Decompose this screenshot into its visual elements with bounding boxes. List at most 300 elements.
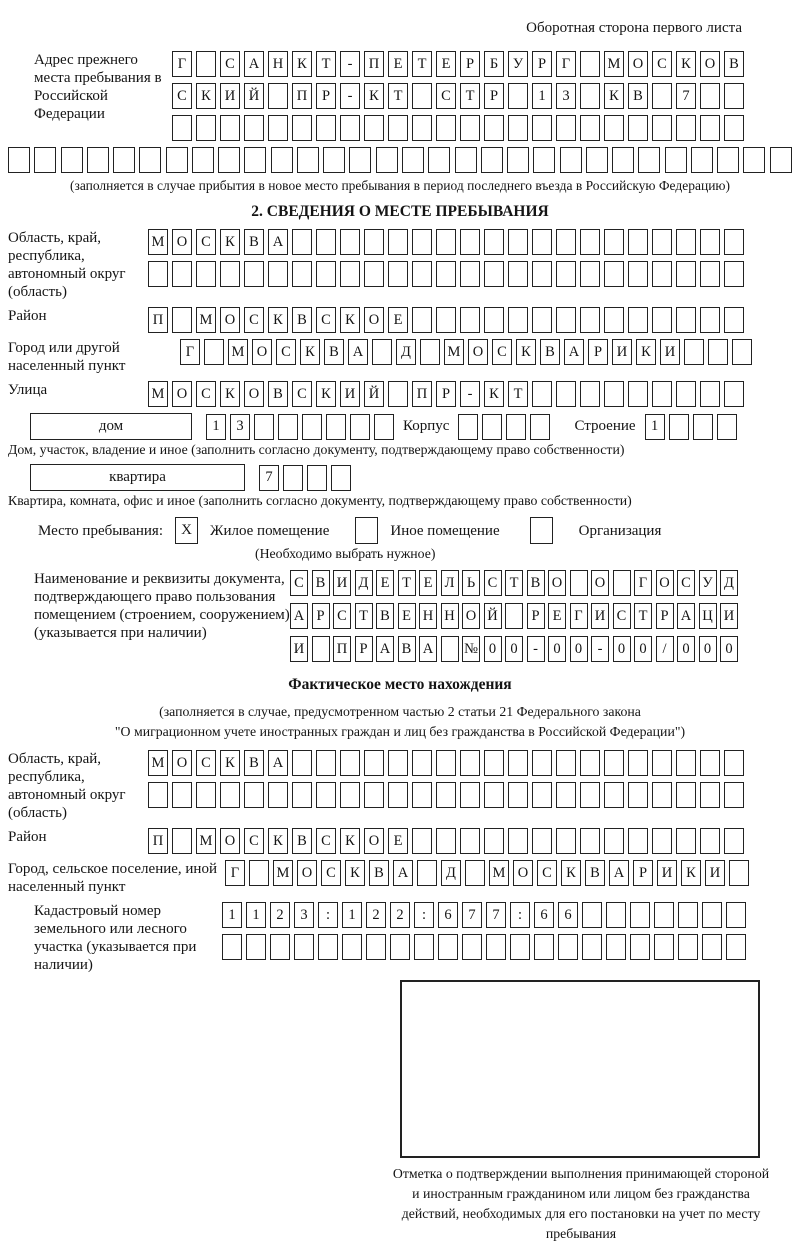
char-box[interactable] bbox=[532, 381, 552, 407]
char-box[interactable]: Е bbox=[436, 51, 456, 77]
char-box[interactable] bbox=[534, 934, 554, 960]
char-box[interactable] bbox=[700, 782, 720, 808]
char-box[interactable] bbox=[196, 782, 216, 808]
char-box[interactable] bbox=[244, 115, 264, 141]
char-box[interactable] bbox=[678, 902, 698, 928]
char-box[interactable]: К bbox=[220, 381, 240, 407]
char-box[interactable] bbox=[428, 147, 450, 173]
char-box[interactable]: - bbox=[340, 51, 360, 77]
char-box[interactable] bbox=[630, 902, 650, 928]
char-box[interactable] bbox=[628, 229, 648, 255]
char-box[interactable]: Б bbox=[484, 51, 504, 77]
char-box[interactable]: А bbox=[393, 860, 413, 886]
char-box[interactable] bbox=[148, 782, 168, 808]
house-type-box[interactable]: дом bbox=[30, 413, 192, 440]
char-box[interactable] bbox=[508, 828, 528, 854]
char-box[interactable]: И bbox=[720, 603, 738, 629]
char-box[interactable] bbox=[460, 828, 480, 854]
char-box[interactable] bbox=[412, 782, 432, 808]
char-box[interactable]: К bbox=[196, 83, 216, 109]
char-box[interactable]: М bbox=[196, 307, 216, 333]
char-box[interactable]: А bbox=[348, 339, 368, 365]
char-box[interactable] bbox=[604, 750, 624, 776]
char-box[interactable] bbox=[316, 229, 336, 255]
char-box[interactable] bbox=[693, 414, 713, 440]
char-box[interactable] bbox=[508, 750, 528, 776]
char-box[interactable]: С bbox=[196, 381, 216, 407]
char-box[interactable] bbox=[724, 115, 744, 141]
char-box[interactable] bbox=[678, 934, 698, 960]
char-box[interactable] bbox=[484, 115, 504, 141]
char-box[interactable]: О bbox=[172, 750, 192, 776]
char-box[interactable]: С bbox=[316, 828, 336, 854]
char-box[interactable]: Е bbox=[548, 603, 566, 629]
char-box[interactable]: И bbox=[657, 860, 677, 886]
char-box[interactable]: 0 bbox=[505, 636, 523, 662]
char-box[interactable]: С bbox=[436, 83, 456, 109]
char-box[interactable] bbox=[166, 147, 188, 173]
char-box[interactable] bbox=[676, 381, 696, 407]
char-box[interactable]: И bbox=[591, 603, 609, 629]
char-box[interactable] bbox=[556, 261, 576, 287]
char-box[interactable] bbox=[604, 115, 624, 141]
char-box[interactable]: А bbox=[609, 860, 629, 886]
char-box[interactable]: М bbox=[148, 381, 168, 407]
char-box[interactable] bbox=[302, 414, 322, 440]
char-box[interactable]: С bbox=[220, 51, 240, 77]
char-box[interactable] bbox=[654, 902, 674, 928]
char-box[interactable]: П bbox=[412, 381, 432, 407]
char-box[interactable]: С bbox=[244, 828, 264, 854]
char-box[interactable] bbox=[388, 229, 408, 255]
char-box[interactable]: К bbox=[340, 307, 360, 333]
char-box[interactable]: В bbox=[244, 750, 264, 776]
char-box[interactable] bbox=[297, 147, 319, 173]
char-box[interactable]: Т bbox=[398, 570, 416, 596]
char-box[interactable] bbox=[484, 229, 504, 255]
char-box[interactable] bbox=[604, 307, 624, 333]
char-box[interactable] bbox=[340, 229, 360, 255]
char-box[interactable]: Т bbox=[316, 51, 336, 77]
char-box[interactable]: М bbox=[196, 828, 216, 854]
char-box[interactable]: О bbox=[252, 339, 272, 365]
char-box[interactable] bbox=[726, 934, 746, 960]
char-box[interactable] bbox=[87, 147, 109, 173]
char-box[interactable] bbox=[532, 307, 552, 333]
char-box[interactable]: С bbox=[484, 570, 502, 596]
char-box[interactable] bbox=[508, 115, 528, 141]
char-box[interactable]: И bbox=[340, 381, 360, 407]
char-box[interactable] bbox=[700, 261, 720, 287]
char-box[interactable] bbox=[505, 603, 523, 629]
char-box[interactable]: Е bbox=[388, 828, 408, 854]
char-box[interactable] bbox=[292, 229, 312, 255]
char-box[interactable]: : bbox=[414, 902, 434, 928]
char-box[interactable] bbox=[484, 750, 504, 776]
char-box[interactable] bbox=[316, 115, 336, 141]
char-box[interactable]: В bbox=[369, 860, 389, 886]
char-box[interactable] bbox=[506, 414, 526, 440]
char-box[interactable]: 6 bbox=[558, 902, 578, 928]
char-box[interactable] bbox=[331, 465, 351, 491]
char-box[interactable] bbox=[412, 750, 432, 776]
char-box[interactable]: М bbox=[489, 860, 509, 886]
char-box[interactable] bbox=[412, 307, 432, 333]
char-box[interactable]: М bbox=[148, 229, 168, 255]
char-box[interactable] bbox=[580, 51, 600, 77]
char-box[interactable] bbox=[268, 83, 288, 109]
char-box[interactable]: Р bbox=[656, 603, 674, 629]
char-box[interactable] bbox=[278, 414, 298, 440]
char-box[interactable] bbox=[8, 147, 30, 173]
char-box[interactable]: 0 bbox=[613, 636, 631, 662]
char-box[interactable] bbox=[412, 828, 432, 854]
char-box[interactable] bbox=[652, 750, 672, 776]
char-box[interactable] bbox=[532, 828, 552, 854]
char-box[interactable]: А bbox=[290, 603, 308, 629]
char-box[interactable] bbox=[724, 782, 744, 808]
char-box[interactable] bbox=[218, 147, 240, 173]
char-box[interactable]: К bbox=[604, 83, 624, 109]
char-box[interactable] bbox=[139, 147, 161, 173]
char-box[interactable] bbox=[652, 229, 672, 255]
char-box[interactable] bbox=[292, 782, 312, 808]
char-box[interactable]: И bbox=[612, 339, 632, 365]
char-box[interactable]: Р bbox=[355, 636, 373, 662]
char-box[interactable] bbox=[316, 782, 336, 808]
char-box[interactable]: Д bbox=[441, 860, 461, 886]
char-box[interactable] bbox=[700, 115, 720, 141]
char-box[interactable]: 7 bbox=[259, 465, 279, 491]
char-box[interactable] bbox=[532, 782, 552, 808]
char-box[interactable] bbox=[268, 782, 288, 808]
char-box[interactable] bbox=[388, 782, 408, 808]
char-box[interactable] bbox=[460, 115, 480, 141]
char-box[interactable]: О bbox=[244, 381, 264, 407]
char-box[interactable] bbox=[628, 307, 648, 333]
char-box[interactable]: 2 bbox=[366, 902, 386, 928]
char-box[interactable]: С bbox=[613, 603, 631, 629]
char-box[interactable] bbox=[556, 381, 576, 407]
char-box[interactable] bbox=[628, 115, 648, 141]
char-box[interactable] bbox=[604, 229, 624, 255]
char-box[interactable] bbox=[220, 115, 240, 141]
char-box[interactable] bbox=[376, 147, 398, 173]
char-box[interactable]: В bbox=[312, 570, 330, 596]
char-box[interactable] bbox=[556, 750, 576, 776]
char-box[interactable] bbox=[533, 147, 555, 173]
char-box[interactable] bbox=[196, 51, 216, 77]
char-box[interactable] bbox=[652, 261, 672, 287]
char-box[interactable] bbox=[268, 115, 288, 141]
char-box[interactable] bbox=[770, 147, 792, 173]
char-box[interactable] bbox=[732, 339, 752, 365]
char-box[interactable]: К bbox=[268, 307, 288, 333]
checkbox-residential[interactable]: X bbox=[175, 517, 198, 544]
char-box[interactable] bbox=[724, 750, 744, 776]
char-box[interactable]: Д bbox=[355, 570, 373, 596]
char-box[interactable]: С bbox=[290, 570, 308, 596]
char-box[interactable]: В bbox=[268, 381, 288, 407]
char-box[interactable] bbox=[580, 115, 600, 141]
char-box[interactable]: П bbox=[333, 636, 351, 662]
char-box[interactable] bbox=[244, 782, 264, 808]
char-box[interactable]: Т bbox=[505, 570, 523, 596]
char-box[interactable] bbox=[340, 261, 360, 287]
char-box[interactable] bbox=[350, 414, 370, 440]
char-box[interactable] bbox=[436, 261, 456, 287]
char-box[interactable]: Е bbox=[419, 570, 437, 596]
char-box[interactable]: К bbox=[676, 51, 696, 77]
char-box[interactable]: С bbox=[677, 570, 695, 596]
char-box[interactable]: Й bbox=[484, 603, 502, 629]
char-box[interactable] bbox=[172, 261, 192, 287]
char-box[interactable]: О bbox=[628, 51, 648, 77]
char-box[interactable] bbox=[412, 261, 432, 287]
char-box[interactable] bbox=[532, 261, 552, 287]
char-box[interactable]: 7 bbox=[462, 902, 482, 928]
char-box[interactable]: Е bbox=[376, 570, 394, 596]
char-box[interactable] bbox=[34, 147, 56, 173]
char-box[interactable]: В bbox=[540, 339, 560, 365]
char-box[interactable] bbox=[510, 934, 530, 960]
char-box[interactable] bbox=[318, 934, 338, 960]
char-box[interactable]: К bbox=[561, 860, 581, 886]
char-box[interactable]: 6 bbox=[534, 902, 554, 928]
char-box[interactable]: А bbox=[244, 51, 264, 77]
char-box[interactable] bbox=[113, 147, 135, 173]
char-box[interactable]: П bbox=[364, 51, 384, 77]
char-box[interactable]: Е bbox=[398, 603, 416, 629]
char-box[interactable] bbox=[628, 782, 648, 808]
char-box[interactable] bbox=[268, 261, 288, 287]
char-box[interactable] bbox=[676, 229, 696, 255]
char-box[interactable] bbox=[316, 750, 336, 776]
char-box[interactable]: 1 bbox=[206, 414, 226, 440]
char-box[interactable] bbox=[652, 115, 672, 141]
char-box[interactable]: О bbox=[364, 307, 384, 333]
char-box[interactable]: 7 bbox=[486, 902, 506, 928]
char-box[interactable] bbox=[172, 115, 192, 141]
char-box[interactable] bbox=[192, 147, 214, 173]
char-box[interactable]: Р bbox=[312, 603, 330, 629]
checkbox-organization[interactable] bbox=[530, 517, 553, 544]
char-box[interactable]: К bbox=[300, 339, 320, 365]
char-box[interactable]: Г bbox=[172, 51, 192, 77]
char-box[interactable] bbox=[460, 229, 480, 255]
char-box[interactable]: К bbox=[364, 83, 384, 109]
char-box[interactable] bbox=[196, 261, 216, 287]
char-box[interactable] bbox=[402, 147, 424, 173]
char-box[interactable] bbox=[652, 828, 672, 854]
char-box[interactable] bbox=[482, 414, 502, 440]
char-box[interactable]: Р bbox=[436, 381, 456, 407]
char-box[interactable]: А bbox=[268, 750, 288, 776]
char-box[interactable]: Н bbox=[268, 51, 288, 77]
char-box[interactable] bbox=[460, 750, 480, 776]
char-box[interactable]: № bbox=[462, 636, 480, 662]
char-box[interactable] bbox=[270, 934, 290, 960]
char-box[interactable] bbox=[560, 147, 582, 173]
char-box[interactable] bbox=[582, 902, 602, 928]
char-box[interactable] bbox=[364, 782, 384, 808]
char-box[interactable]: С bbox=[652, 51, 672, 77]
char-box[interactable]: И bbox=[290, 636, 308, 662]
char-box[interactable] bbox=[676, 750, 696, 776]
char-box[interactable] bbox=[366, 934, 386, 960]
char-box[interactable]: 0 bbox=[677, 636, 695, 662]
checkbox-other-premises[interactable] bbox=[355, 517, 378, 544]
char-box[interactable] bbox=[604, 381, 624, 407]
char-box[interactable]: Г bbox=[570, 603, 588, 629]
char-box[interactable] bbox=[220, 261, 240, 287]
char-box[interactable] bbox=[652, 782, 672, 808]
char-box[interactable] bbox=[700, 750, 720, 776]
char-box[interactable] bbox=[436, 828, 456, 854]
char-box[interactable] bbox=[484, 261, 504, 287]
char-box[interactable] bbox=[436, 307, 456, 333]
char-box[interactable]: О bbox=[172, 229, 192, 255]
char-box[interactable]: К bbox=[292, 51, 312, 77]
char-box[interactable] bbox=[743, 147, 765, 173]
char-box[interactable] bbox=[612, 147, 634, 173]
char-box[interactable] bbox=[388, 750, 408, 776]
char-box[interactable] bbox=[630, 934, 650, 960]
char-box[interactable] bbox=[172, 782, 192, 808]
char-box[interactable] bbox=[292, 261, 312, 287]
char-box[interactable]: Т bbox=[355, 603, 373, 629]
char-box[interactable]: 0 bbox=[720, 636, 738, 662]
char-box[interactable]: И bbox=[705, 860, 725, 886]
char-box[interactable]: С bbox=[196, 229, 216, 255]
char-box[interactable] bbox=[292, 115, 312, 141]
char-box[interactable] bbox=[460, 782, 480, 808]
char-box[interactable] bbox=[222, 934, 242, 960]
char-box[interactable] bbox=[390, 934, 410, 960]
char-box[interactable] bbox=[388, 381, 408, 407]
char-box[interactable]: С bbox=[172, 83, 192, 109]
char-box[interactable]: Р bbox=[460, 51, 480, 77]
char-box[interactable] bbox=[294, 934, 314, 960]
char-box[interactable] bbox=[532, 115, 552, 141]
char-box[interactable]: А bbox=[564, 339, 584, 365]
char-box[interactable] bbox=[364, 229, 384, 255]
char-box[interactable]: В bbox=[292, 828, 312, 854]
char-box[interactable] bbox=[580, 381, 600, 407]
char-box[interactable] bbox=[486, 934, 506, 960]
char-box[interactable] bbox=[460, 307, 480, 333]
char-box[interactable]: Р bbox=[484, 83, 504, 109]
char-box[interactable] bbox=[374, 414, 394, 440]
apartment-type-box[interactable]: квартира bbox=[30, 464, 245, 491]
char-box[interactable] bbox=[580, 261, 600, 287]
char-box[interactable]: / bbox=[656, 636, 674, 662]
char-box[interactable]: В bbox=[527, 570, 545, 596]
char-box[interactable] bbox=[676, 782, 696, 808]
char-box[interactable] bbox=[532, 750, 552, 776]
char-box[interactable]: О bbox=[700, 51, 720, 77]
char-box[interactable]: О bbox=[656, 570, 674, 596]
char-box[interactable]: О bbox=[513, 860, 533, 886]
char-box[interactable]: О bbox=[220, 307, 240, 333]
char-box[interactable]: Т bbox=[412, 51, 432, 77]
char-box[interactable]: М bbox=[604, 51, 624, 77]
char-box[interactable]: 1 bbox=[342, 902, 362, 928]
char-box[interactable] bbox=[172, 828, 192, 854]
char-box[interactable]: Д bbox=[396, 339, 416, 365]
char-box[interactable] bbox=[652, 83, 672, 109]
char-box[interactable] bbox=[700, 307, 720, 333]
char-box[interactable]: 1 bbox=[645, 414, 665, 440]
char-box[interactable] bbox=[484, 828, 504, 854]
char-box[interactable] bbox=[148, 261, 168, 287]
char-box[interactable] bbox=[628, 261, 648, 287]
char-box[interactable]: С bbox=[333, 603, 351, 629]
char-box[interactable]: 3 bbox=[556, 83, 576, 109]
char-box[interactable] bbox=[717, 414, 737, 440]
char-box[interactable]: С bbox=[292, 381, 312, 407]
char-box[interactable] bbox=[702, 934, 722, 960]
char-box[interactable] bbox=[570, 570, 588, 596]
char-box[interactable]: 2 bbox=[270, 902, 290, 928]
char-box[interactable] bbox=[604, 828, 624, 854]
char-box[interactable]: В bbox=[398, 636, 416, 662]
char-box[interactable]: С bbox=[321, 860, 341, 886]
char-box[interactable] bbox=[580, 750, 600, 776]
char-box[interactable]: В bbox=[324, 339, 344, 365]
char-box[interactable]: Т bbox=[460, 83, 480, 109]
char-box[interactable] bbox=[364, 261, 384, 287]
char-box[interactable]: И bbox=[333, 570, 351, 596]
char-box[interactable]: У bbox=[699, 570, 717, 596]
char-box[interactable] bbox=[372, 339, 392, 365]
char-box[interactable] bbox=[606, 934, 626, 960]
char-box[interactable]: К bbox=[516, 339, 536, 365]
char-box[interactable]: К bbox=[636, 339, 656, 365]
char-box[interactable]: Й bbox=[364, 381, 384, 407]
char-box[interactable] bbox=[676, 828, 696, 854]
char-box[interactable]: Т bbox=[388, 83, 408, 109]
char-box[interactable] bbox=[172, 307, 192, 333]
char-box[interactable] bbox=[604, 782, 624, 808]
char-box[interactable]: П bbox=[292, 83, 312, 109]
char-box[interactable]: Р bbox=[532, 51, 552, 77]
char-box[interactable]: К bbox=[316, 381, 336, 407]
char-box[interactable]: 7 bbox=[676, 83, 696, 109]
char-box[interactable] bbox=[283, 465, 303, 491]
char-box[interactable]: 0 bbox=[484, 636, 502, 662]
char-box[interactable]: С bbox=[492, 339, 512, 365]
char-box[interactable]: Г bbox=[556, 51, 576, 77]
char-box[interactable] bbox=[700, 83, 720, 109]
char-box[interactable] bbox=[669, 414, 689, 440]
char-box[interactable] bbox=[438, 934, 458, 960]
char-box[interactable]: О bbox=[220, 828, 240, 854]
char-box[interactable] bbox=[508, 261, 528, 287]
char-box[interactable]: А bbox=[268, 229, 288, 255]
char-box[interactable] bbox=[312, 636, 330, 662]
char-box[interactable] bbox=[316, 261, 336, 287]
char-box[interactable] bbox=[724, 83, 744, 109]
char-box[interactable]: М bbox=[148, 750, 168, 776]
char-box[interactable] bbox=[249, 860, 269, 886]
char-box[interactable] bbox=[628, 828, 648, 854]
char-box[interactable] bbox=[342, 934, 362, 960]
char-box[interactable] bbox=[455, 147, 477, 173]
char-box[interactable] bbox=[580, 307, 600, 333]
char-box[interactable] bbox=[271, 147, 293, 173]
char-box[interactable]: М bbox=[273, 860, 293, 886]
